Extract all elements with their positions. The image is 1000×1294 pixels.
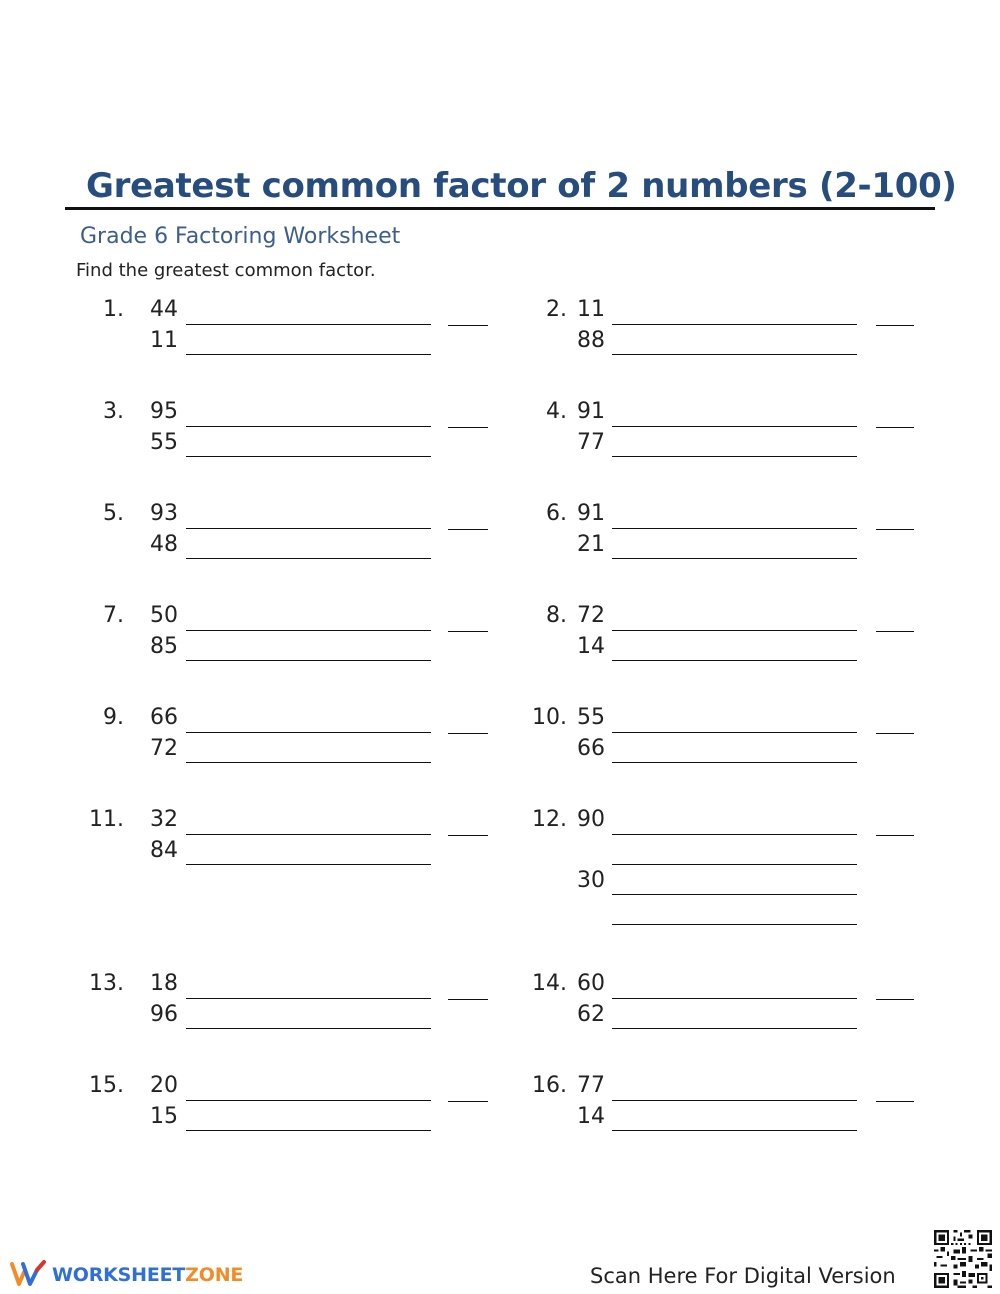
- title-divider: [65, 207, 935, 210]
- problem-4: [527, 399, 947, 489]
- work-line[interactable]: [612, 834, 857, 835]
- work-line[interactable]: [612, 528, 857, 529]
- number-a: 11: [577, 297, 605, 322]
- number-b: 48: [150, 532, 178, 557]
- number-b: 15: [150, 1104, 178, 1129]
- number-b: 88: [577, 328, 605, 353]
- number-b: 62: [577, 1002, 605, 1027]
- answer-line[interactable]: [876, 529, 914, 530]
- number-a: 18: [150, 971, 178, 996]
- number-b: 11: [150, 328, 178, 353]
- work-line[interactable]: [186, 456, 431, 457]
- problem-2: [527, 297, 947, 387]
- worksheet-title: Greatest common factor of 2 numbers (2-100): [86, 166, 957, 206]
- answer-line[interactable]: [448, 1101, 488, 1102]
- answer-line[interactable]: [876, 325, 914, 326]
- work-line[interactable]: [612, 426, 857, 427]
- problem-13: [89, 971, 520, 1061]
- problem-number: 10.: [532, 705, 567, 730]
- answer-line[interactable]: [448, 427, 488, 428]
- work-line[interactable]: [186, 998, 431, 999]
- work-line[interactable]: [612, 762, 857, 763]
- brand-part-1: WORKSHEET: [52, 1264, 186, 1286]
- problem-12: [527, 807, 947, 937]
- qr-code-icon[interactable]: [932, 1228, 994, 1290]
- work-line[interactable]: [612, 558, 857, 559]
- answer-line[interactable]: [448, 325, 488, 326]
- problem-9: [100, 705, 520, 795]
- worksheetzone-logo-icon: [10, 1260, 48, 1288]
- number-b: 55: [150, 430, 178, 455]
- work-line[interactable]: [186, 528, 431, 529]
- brand-name: [52, 1264, 243, 1286]
- number-b: 14: [577, 634, 605, 659]
- number-a: 90: [577, 807, 605, 832]
- work-line[interactable]: [612, 998, 857, 999]
- work-line[interactable]: [612, 732, 857, 733]
- work-line[interactable]: [612, 354, 857, 355]
- work-line[interactable]: [612, 1100, 857, 1101]
- number-b: 84: [150, 838, 178, 863]
- work-line[interactable]: [612, 1130, 857, 1131]
- work-line[interactable]: [186, 354, 431, 355]
- brand-part-2: ZONE: [185, 1264, 244, 1286]
- number-a: 32: [150, 807, 178, 832]
- number-b: 21: [577, 532, 605, 557]
- work-line[interactable]: [612, 924, 857, 925]
- number-a: 91: [577, 399, 605, 424]
- problem-number: 16.: [532, 1073, 567, 1098]
- number-a: 93: [150, 501, 178, 526]
- instructions: Find the greatest common factor.: [76, 260, 376, 281]
- answer-line[interactable]: [448, 835, 488, 836]
- problem-6: [527, 501, 947, 591]
- work-line[interactable]: [186, 732, 431, 733]
- number-a: 60: [577, 971, 605, 996]
- number-a: 91: [577, 501, 605, 526]
- work-line[interactable]: [612, 894, 857, 895]
- problem-number: 3.: [103, 399, 124, 424]
- work-line[interactable]: [186, 426, 431, 427]
- work-line[interactable]: [612, 630, 857, 631]
- number-b: 72: [150, 736, 178, 761]
- problem-number: 7.: [103, 603, 124, 628]
- number-b: 30: [577, 868, 605, 893]
- number-a: 66: [150, 705, 178, 730]
- problem-number: 5.: [103, 501, 124, 526]
- problem-number: 6.: [546, 501, 567, 526]
- problem-11: [89, 807, 520, 897]
- work-line[interactable]: [186, 1130, 431, 1131]
- answer-line[interactable]: [448, 999, 488, 1000]
- work-line[interactable]: [186, 630, 431, 631]
- work-line[interactable]: [612, 864, 857, 865]
- work-line[interactable]: [186, 762, 431, 763]
- number-b: 66: [577, 736, 605, 761]
- problem-number: 15.: [89, 1073, 124, 1098]
- work-line[interactable]: [186, 660, 431, 661]
- problem-5: [100, 501, 520, 591]
- answer-line[interactable]: [448, 631, 488, 632]
- problem-8: [527, 603, 947, 693]
- problem-number: 13.: [89, 971, 124, 996]
- number-a: 20: [150, 1073, 178, 1098]
- problem-3: [100, 399, 520, 489]
- problem-16: [527, 1073, 947, 1163]
- problem-number: 4.: [546, 399, 567, 424]
- number-a: 44: [150, 297, 178, 322]
- problem-number: 12.: [532, 807, 567, 832]
- answer-line[interactable]: [448, 529, 488, 530]
- work-line[interactable]: [612, 660, 857, 661]
- work-line[interactable]: [186, 1100, 431, 1101]
- number-b: 77: [577, 430, 605, 455]
- number-a: 72: [577, 603, 605, 628]
- work-line[interactable]: [186, 324, 431, 325]
- number-b: 14: [577, 1104, 605, 1129]
- problem-number: 14.: [532, 971, 567, 996]
- work-line[interactable]: [186, 834, 431, 835]
- worksheet-subtitle: Grade 6 Factoring Worksheet: [80, 224, 401, 249]
- answer-line[interactable]: [876, 427, 914, 428]
- number-a: 77: [577, 1073, 605, 1098]
- problem-number: 8.: [546, 603, 567, 628]
- problem-number: 9.: [103, 705, 124, 730]
- scan-text: Scan Here For Digital Version: [590, 1264, 896, 1288]
- work-line[interactable]: [186, 558, 431, 559]
- answer-line[interactable]: [876, 631, 914, 632]
- number-a: 55: [577, 705, 605, 730]
- problem-7: [100, 603, 520, 693]
- problem-number: 1.: [103, 297, 124, 322]
- problem-number: 2.: [546, 297, 567, 322]
- number-b: 85: [150, 634, 178, 659]
- number-a: 50: [150, 603, 178, 628]
- work-line[interactable]: [612, 456, 857, 457]
- problem-10: [527, 705, 947, 795]
- work-line[interactable]: [186, 1028, 431, 1029]
- work-line[interactable]: [612, 324, 857, 325]
- number-b: 96: [150, 1002, 178, 1027]
- answer-line[interactable]: [876, 999, 914, 1000]
- problem-number: 11.: [89, 807, 124, 832]
- problem-1: [100, 297, 520, 387]
- problem-15: [89, 1073, 520, 1163]
- answer-line[interactable]: [448, 733, 488, 734]
- answer-line[interactable]: [876, 733, 914, 734]
- answer-line[interactable]: [876, 1101, 914, 1102]
- work-line[interactable]: [186, 864, 431, 865]
- problem-14: [527, 971, 947, 1061]
- answer-line[interactable]: [876, 835, 914, 836]
- number-a: 95: [150, 399, 178, 424]
- work-line[interactable]: [612, 1028, 857, 1029]
